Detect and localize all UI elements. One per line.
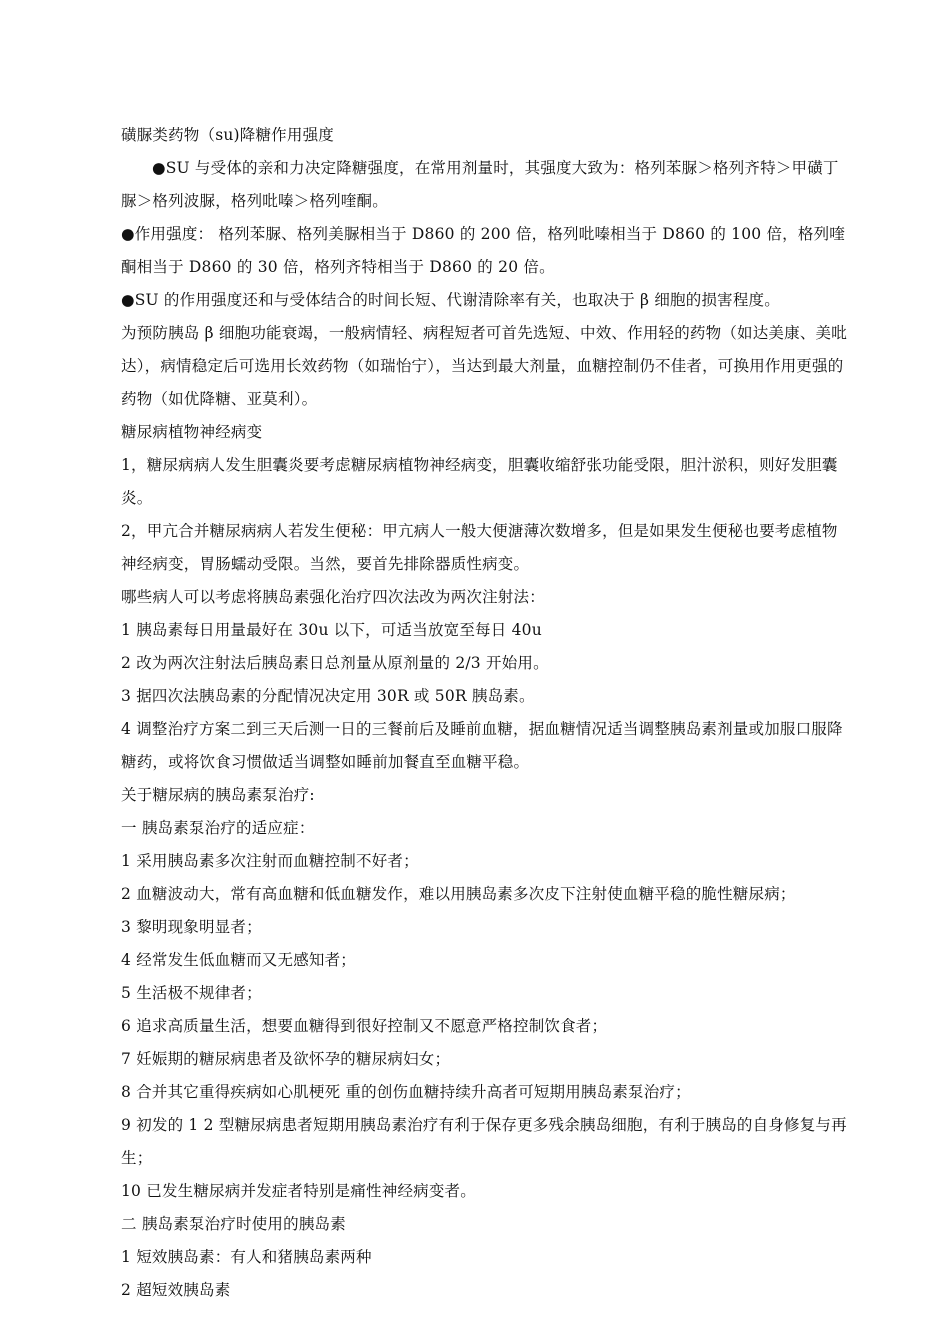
paragraph: 为预防胰岛 β 细胞功能衰竭，一般病情轻、病程短者可首先选短、中效、作用轻的药物（如达美康、美吡达），病情稳定后可选用长效药物（如瑞怡宁），当达到最大剂量，血糖控制仍不佳者，可换用作用更强的药物（如优降糖、亚莫利）。 — [121, 324, 847, 408]
list-item: 1 胰岛素每日用量最好在 30u 以下，可适当放宽至每日 40u — [121, 621, 542, 639]
list-item: 3 黎明现象明显者； — [121, 918, 262, 936]
document-body — [121, 119, 849, 1307]
list-item: 10 已发生糖尿病并发症者特别是痛性神经病变者。 — [121, 1182, 476, 1200]
list-item: 2 血糖波动大，常有高血糖和低血糖发作，难以用胰岛素多次皮下注射使血糖平稳的脆性糖尿病； — [121, 885, 796, 903]
list-item: 7 妊娠期的糖尿病患者及欲怀孕的糖尿病妇女； — [121, 1050, 451, 1068]
section-heading: 关于糖尿病的胰岛素泵治疗: — [121, 786, 315, 804]
section-heading: 磺脲类药物（su)降糖作用强度 — [121, 126, 334, 144]
subsection-heading: 二 胰岛素泵治疗时使用的胰岛素 — [121, 1215, 346, 1233]
list-item: 3 据四次法胰岛素的分配情况决定用 30R 或 50R 胰岛素。 — [121, 687, 535, 705]
list-item: 1 短效胰岛素：有人和猪胰岛素两种 — [121, 1248, 372, 1266]
list-item: 2 超短效胰岛素 — [121, 1281, 231, 1299]
paragraph: 2，甲亢合并糖尿病病人若发生便秘：甲亢病人一般大便溏薄次数增多，但是如果发生便秘也要考虑植物神经病变，胃肠蠕动受限。当然，要首先排除器质性病变。 — [121, 522, 838, 573]
paragraph: ●SU 的作用强度还和与受体结合的时间长短、代谢清除率有关，也取决于 β 细胞的损害程度。 — [121, 291, 780, 309]
list-item: 9 初发的 1 2 型糖尿病患者短期用胰岛素治疗有利于保存更多残余胰岛细胞，有利于胰岛的自身修复与再生； — [121, 1116, 847, 1167]
list-item: 5 生活极不规律者； — [121, 984, 262, 1002]
section-heading: 哪些病人可以考虑将胰岛素强化治疗四次法改为两次注射法： — [121, 588, 545, 606]
paragraph: ●作用强度： 格列苯脲、格列美脲相当于 D860 的 200 倍，格列吡嗪相当于 D860 的 100 倍，格列喹酮相当于 D860 的 30 倍，格列齐特相当于 D860 的 20 倍。 — [121, 225, 845, 276]
list-item: 1 采用胰岛素多次注射而血糖控制不好者； — [121, 852, 419, 870]
subsection-heading: 一 胰岛素泵治疗的适应症： — [121, 819, 315, 837]
list-item: 2 改为两次注射法后胰岛素日总剂量从原剂量的 2/3 开始用。 — [121, 654, 549, 672]
paragraph: ●SU 与受体的亲和力决定降糖强度，在常用剂量时，其强度大致为：格列苯脲＞格列齐特＞甲磺丁脲＞格列波脲，格列吡嗪＞格列喹酮。 — [121, 159, 839, 210]
section-heading: 糖尿病植物神经病变 — [121, 423, 263, 441]
list-item: 4 调整治疗方案二到三天后测一日的三餐前后及睡前血糖，据血糖情况适当调整胰岛素剂量或加服口服降糖药，或将饮食习惯做适当调整如睡前加餐直至血糖平稳。 — [121, 720, 843, 771]
paragraph: 1，糖尿病病人发生胆囊炎要考虑糖尿病植物神经病变，胆囊收缩舒张功能受限，胆汁淤积，则好发胆囊炎。 — [121, 456, 838, 507]
list-item: 4 经常发生低血糖而又无感知者； — [121, 951, 356, 969]
list-item: 8 合并其它重得疾病如心肌梗死 重的创伤血糖持续升高者可短期用胰岛素泵治疗； — [121, 1083, 691, 1101]
list-item: 6 追求高质量生活，想要血糖得到很好控制又不愿意严格控制饮食者； — [121, 1017, 608, 1035]
